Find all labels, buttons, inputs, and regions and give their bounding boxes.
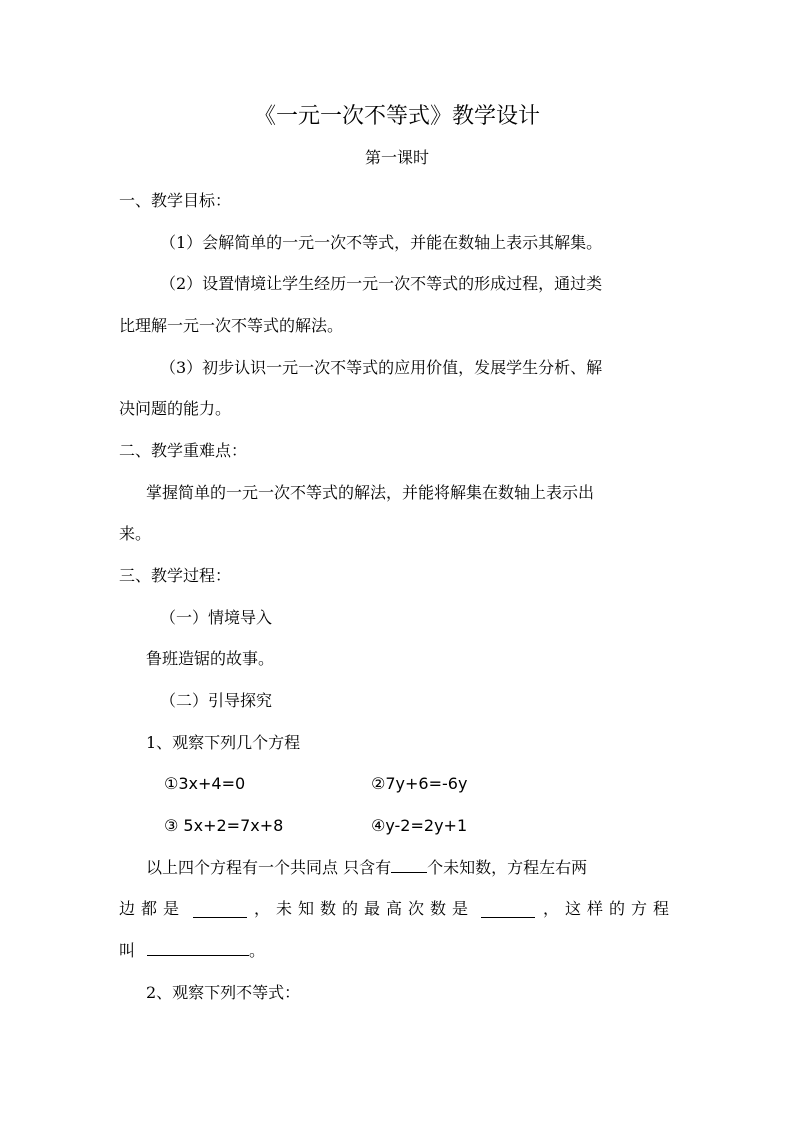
answer-blank-3[interactable]: [481, 901, 535, 918]
fill-in-text: ，这样的方程: [542, 899, 675, 918]
section-heading-key-points: 二、教学重难点：: [119, 441, 248, 460]
section-heading-objectives: 一、教学目标：: [119, 191, 232, 210]
part-1-heading: （一）情境导入: [160, 608, 273, 627]
fill-in-text: 边都是: [119, 899, 186, 918]
key-points-line-1: 掌握简单的一元一次不等式的解法，并能将解集在数轴上表示出: [146, 483, 595, 502]
key-points-line-2: 来。: [119, 524, 152, 543]
fill-in-text: ，未知数的最高次数是: [253, 899, 474, 918]
fill-in-text: 叫: [119, 941, 136, 960]
fill-in-line-3: [119, 939, 265, 963]
answer-blank-4[interactable]: [147, 939, 249, 956]
question-2: 2、观察下列不等式：: [146, 983, 301, 1002]
fill-in-text: 。: [249, 941, 266, 960]
objective-item-3-line-2: 决问题的能力。: [119, 399, 232, 418]
fill-in-line-2: [119, 897, 675, 921]
question-1: 1、观察下列几个方程: [146, 733, 301, 752]
equation-4: ④y-2=2y+1: [371, 816, 468, 835]
objective-item-2-line-2: 比理解一元一次不等式的解法。: [119, 316, 344, 335]
fill-in-text: 个未知数，方程左右两: [427, 858, 588, 877]
fill-in-line-1: [146, 856, 587, 880]
fill-in-text: 以上四个方程有一个共同点 只含有: [146, 858, 392, 877]
equation-2: ②7y+6=-6y: [371, 774, 468, 793]
document-title: 《一元一次不等式》教学设计: [253, 104, 540, 129]
lesson-subtitle: 第一课时: [364, 148, 429, 167]
section-heading-process: 三、教学过程：: [119, 566, 232, 585]
equation-3: ③ 5x+2=7x+8: [164, 816, 284, 835]
answer-blank-1[interactable]: [391, 856, 427, 873]
part-1-text: 鲁班造锯的故事。: [146, 649, 275, 668]
answer-blank-2[interactable]: [193, 901, 247, 918]
objective-item-1: （1）会解简单的一元一次不等式，并能在数轴上表示其解集。: [160, 233, 603, 252]
part-2-heading: （二）引导探究: [160, 691, 273, 710]
equation-1: ①3x+4=0: [164, 774, 246, 793]
objective-item-3-line-1: （3）初步认识一元一次不等式的应用价值，发展学生分析、解: [160, 358, 603, 377]
objective-item-2-line-1: （2）设置情境让学生经历一元一次不等式的形成过程，通过类: [160, 274, 603, 293]
